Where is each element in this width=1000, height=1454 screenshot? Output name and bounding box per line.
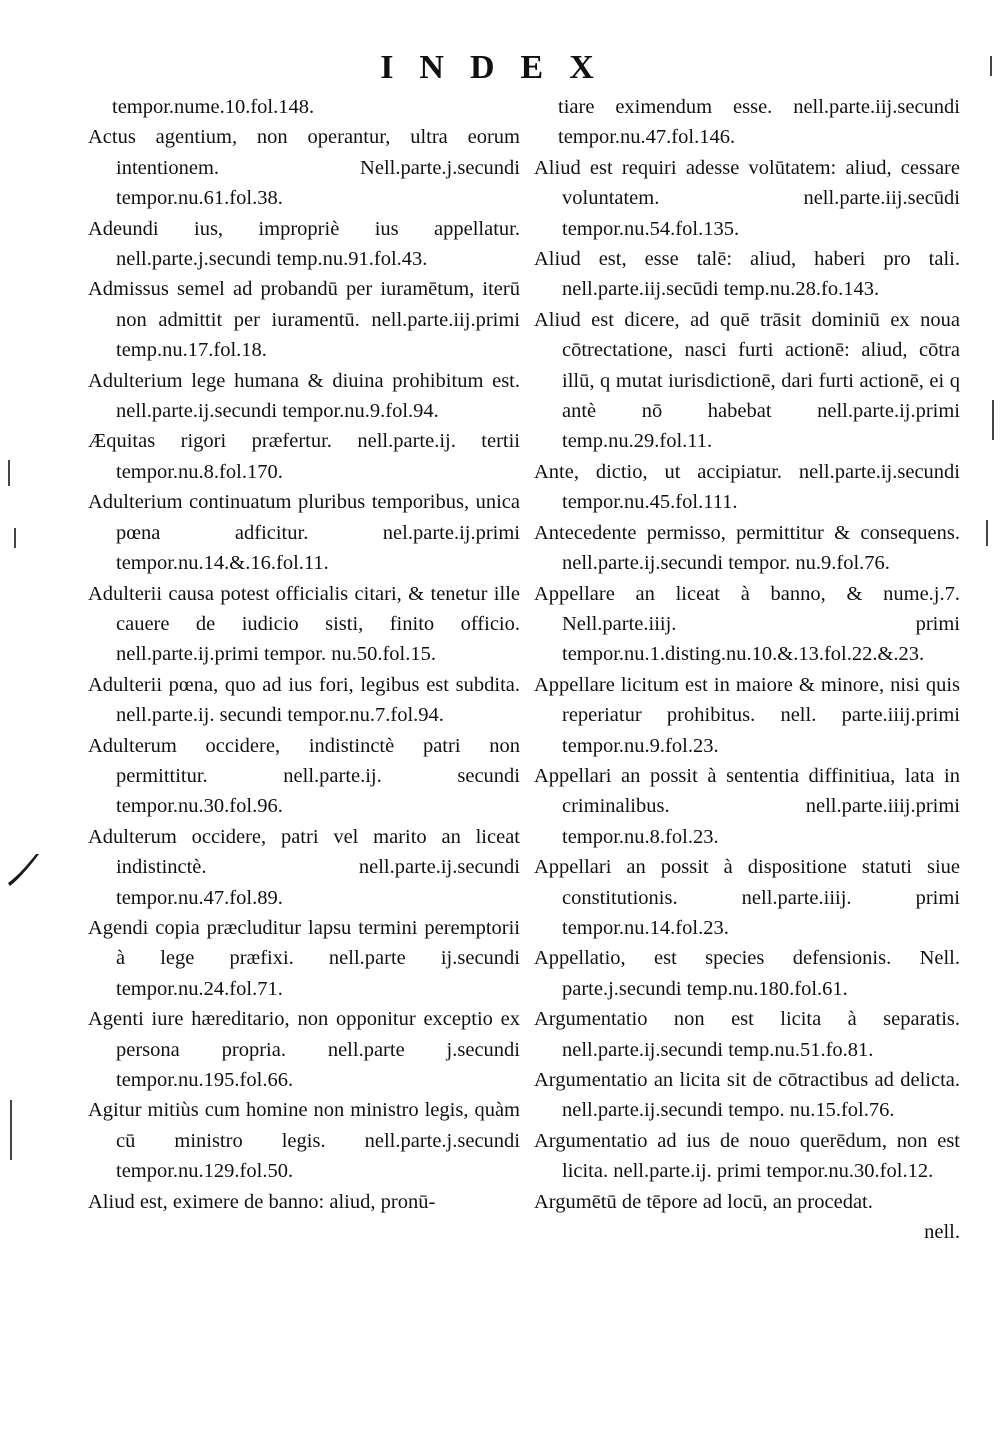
index-entry: Adulterum occidere, indistinctè patri non permittitur. nell.parte.ij. secundi tempor.nu.30.fol.96. bbox=[88, 734, 520, 818]
index-entry: Appellare licitum est in maiore & minore, nisi quis reperiatur prohibitus. nell. parte.iiij.primi tempor.nu.9.fol.23. bbox=[534, 673, 960, 757]
index-entry: Adulterii causa potest officialis citari, & tenetur ille cauere de iudicio sisti, finito officio. nell.parte.ij.primi tempor. nu.50.fol.15. bbox=[88, 582, 520, 666]
index-column-right bbox=[534, 92, 960, 1247]
margin-tick-icon bbox=[986, 520, 988, 546]
index-entry: Agitur mitiùs cum homine non ministro legis, quàm cū ministro legis. nell.parte.j.secundi tempor.nu.129.fol.50. bbox=[88, 1099, 520, 1183]
margin-pen-stroke-icon bbox=[6, 852, 42, 888]
index-entry: Argumentatio an licita sit de cōtractibus ad delicta. nell.parte.ij.secundi tempo. nu.15.fol.76. bbox=[534, 1069, 960, 1122]
index-entry: tiare eximendum esse. nell.parte.iij.secundi tempor.nu.47.fol.146. bbox=[558, 96, 960, 149]
index-entry: Adulterum occidere, patri vel marito an liceat indistinctè. nell.parte.ij.secundi tempor.nu.47.fol.89. bbox=[88, 825, 520, 909]
index-entry: Aliud est requiri adesse volūtatem: aliud, cessare voluntatem. nell.parte.iij.secūdi tempor.nu.54.fol.135. bbox=[534, 156, 960, 240]
index-entry: Aliud est dicere, ad quē trāsit dominiū ex noua cōtrectatione, nasci furti actionē: aliud, cōtra illū, q mutat iurisdictionē, dari furti actionē, ei q antè nō habebat nell.parte.ij.primi temp.nu.29.fol.11. bbox=[534, 308, 960, 453]
index-entry: Adulterium continuatum pluribus temporibus, unica pœna adficitur. nel.parte.ij.primi tempor.nu.14.&.16.fol.11. bbox=[88, 491, 520, 575]
index-entry: Appellare an liceat à banno, & nume.j.7. Nell.parte.iiij. primi tempor.nu.1.disting.nu.10.&.13.fol.22.&.23. bbox=[534, 582, 960, 666]
index-entry: Actus agentium, non operantur, ultra eorum intentionem. Nell.parte.j.secundi tempor.nu.61.fol.38. bbox=[88, 126, 520, 210]
running-head: INDEX bbox=[380, 49, 620, 86]
margin-tick-icon bbox=[990, 56, 992, 76]
index-entry: Adulterii pœna, quo ad ius fori, legibus est subdita. nell.parte.ij. secundi tempor.nu.7.fol.94. bbox=[88, 673, 520, 727]
index-entry: Adulterium lege humana & diuina prohibitum est. nell.parte.ij.secundi tempor.nu.9.fol.94. bbox=[88, 369, 520, 423]
index-entry: Antecedente permisso, permittitur & consequens. nell.parte.ij.secundi tempor. nu.9.fol.76. bbox=[534, 521, 960, 575]
index-entry: Admissus semel ad probandū per iuramētum, iterū non admittit per iuramentū. nell.parte.iij.primi temp.nu.17.fol.18. bbox=[88, 278, 520, 362]
index-entry: Agendi copia præcluditur lapsu termini peremptorii à lege præfixi. nell.parte ij.secundi tempor.nu.24.fol.71. bbox=[88, 916, 520, 1000]
index-entry: Agenti iure hæreditario, non opponitur exceptio ex persona propria. nell.parte j.secundi tempor.nu.195.fol.66. bbox=[88, 1008, 520, 1091]
index-entry: Adeundi ius, impropriè ius appellatur. nell.parte.j.secundi temp.nu.91.fol.43. bbox=[88, 217, 520, 271]
margin-tick-icon bbox=[14, 528, 16, 548]
index-entry: Argumētū de tēpore ad locū, an procedat. bbox=[534, 1190, 873, 1213]
index-entry: Aliud est, esse talē: aliud, haberi pro tali. nell.parte.iij.secūdi temp.nu.28.fo.143. bbox=[534, 248, 960, 301]
index-entry: Æquitas rigori præfertur. nell.parte.ij. tertii tempor.nu.8.fol.170. bbox=[88, 430, 520, 483]
margin-tick-icon bbox=[992, 400, 994, 440]
index-entry: Argumentatio ad ius de nouo querēdum, non est licita. nell.parte.ij. primi tempor.nu.30.fol.12. bbox=[534, 1129, 960, 1183]
index-entry: Aliud est, eximere de banno: aliud, pronū- bbox=[88, 1190, 436, 1213]
catchword: nell. bbox=[924, 1221, 960, 1244]
index-entry: Appellatio, est species defensionis. Nell. parte.j.secundi temp.nu.180.fol.61. bbox=[534, 947, 960, 1000]
index-column-left bbox=[88, 92, 520, 1217]
index-entry: Argumentatio non est licita à separatis. nell.parte.ij.secundi temp.nu.51.fo.81. bbox=[534, 1008, 960, 1061]
index-entry: Ante, dictio, ut accipiatur. nell.parte.ij.secundi tempor.nu.45.fol.111. bbox=[534, 460, 960, 514]
index-entry: tempor.nume.10.fol.148. bbox=[112, 96, 315, 118]
margin-tick-icon bbox=[10, 1100, 12, 1160]
margin-tick-icon bbox=[8, 460, 10, 486]
index-entry: Appellari an possit à sententia diffinitiua, lata in criminalibus. nell.parte.iiij.primi tempor.nu.8.fol.23. bbox=[534, 764, 960, 848]
index-entry: Appellari an possit à dispositione statuti siue constitutionis. nell.parte.iiij. primi tempor.nu.14.fol.23. bbox=[534, 856, 960, 939]
